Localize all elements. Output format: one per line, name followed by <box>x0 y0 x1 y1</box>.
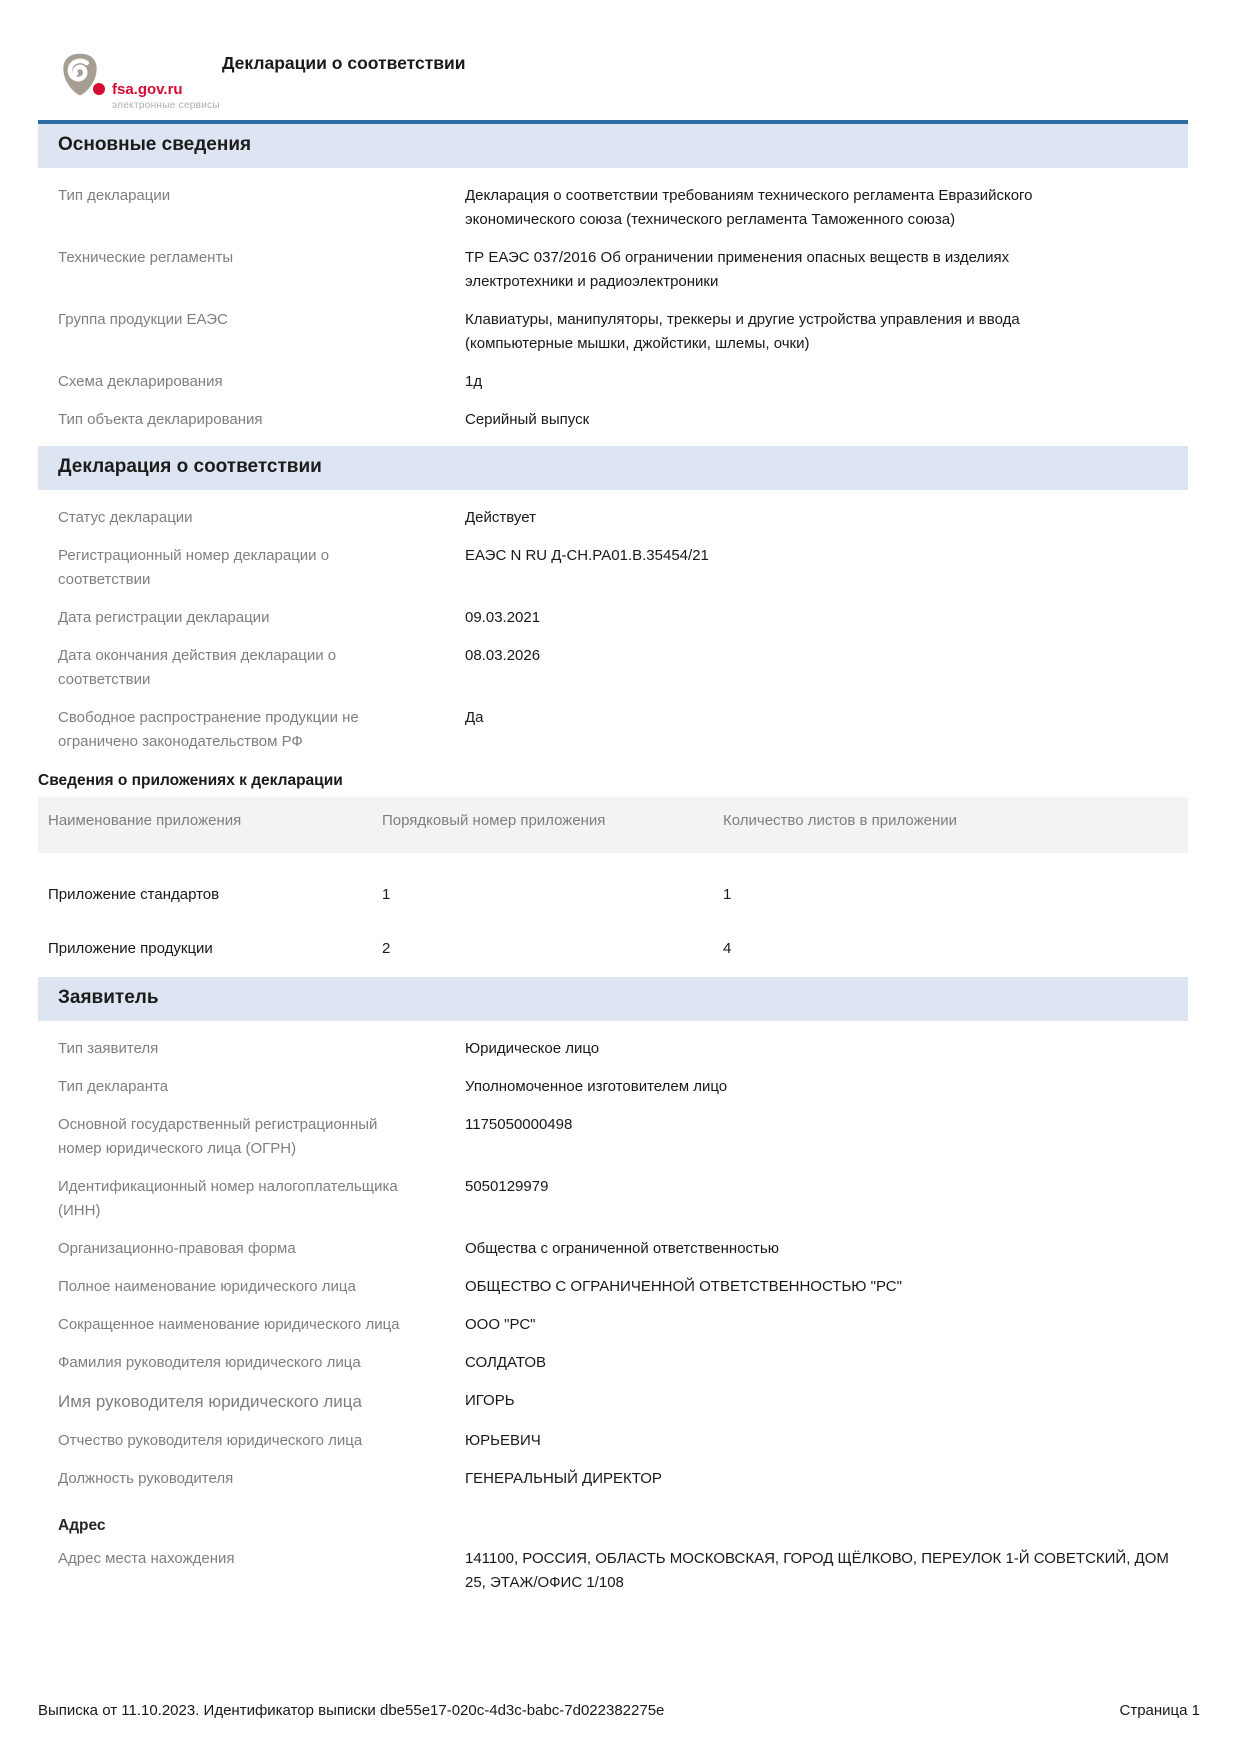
field-value: 09.03.2021 <box>465 609 541 626</box>
field-label: Регистрационный номер декларации о соответствии <box>58 547 330 588</box>
row-head-position <box>58 1467 1188 1491</box>
section-declaration-header: Декларация о соответствии <box>38 446 1188 490</box>
field-label: Организационно-правовая форма <box>58 1240 296 1257</box>
table-row <box>38 853 1188 907</box>
field-value: Да <box>465 709 484 726</box>
field-value: Серийный выпуск <box>465 411 590 428</box>
field-label: Должность руководителя <box>58 1470 234 1487</box>
field-label: Сокращенное наименование юридического лица <box>58 1316 400 1333</box>
row-free-distribution <box>58 706 1188 754</box>
section-declaration-rows <box>38 490 1188 754</box>
field-label: Идентификационный номер налогоплательщика (ИНН) <box>58 1178 398 1219</box>
cell-number: 1 <box>382 886 391 903</box>
field-value: ОБЩЕСТВО С ОГРАНИЧЕННОЙ ОТВЕТСТВЕННОСТЬЮ "РС" <box>465 1278 902 1295</box>
field-value: ГЕНЕРАЛЬНЫЙ ДИРЕКТОР <box>465 1470 662 1487</box>
field-label: Фамилия руководителя юридического лица <box>58 1354 361 1371</box>
row-object-type <box>58 408 1188 432</box>
field-label: Группа продукции ЕАЭС <box>58 311 228 328</box>
column-header-number: Порядковый номер приложения <box>382 812 606 829</box>
address-heading: Адрес <box>58 1517 106 1534</box>
field-label: Основной государственный регистрационный номер юридического лица (ОГРН) <box>58 1116 378 1157</box>
footer-extract-info: Выписка от 11.10.2023. Идентификатор выписки dbe55e17-020c-4d3c-babc-7d022382275e <box>38 1702 665 1719</box>
field-value: ЕАЭС N RU Д-CH.РА01.В.35454/21 <box>465 547 709 564</box>
field-label: Свободное распространение продукции не ограничено законодательством РФ <box>58 709 359 750</box>
column-header-sheets: Количество листов в приложении <box>723 812 958 829</box>
column-header-name: Наименование приложения <box>48 812 242 829</box>
page-header <box>0 0 1240 120</box>
row-product-group <box>58 308 1188 356</box>
row-declaration-type <box>58 184 1188 232</box>
page-footer <box>38 1702 1200 1719</box>
field-label: Дата окончания действия декларации о соответствии <box>58 647 337 688</box>
logo-tagline: электронные сервисы <box>112 100 220 111</box>
field-label: Адрес места нахождения <box>58 1550 235 1567</box>
field-label: Схема декларирования <box>58 373 223 390</box>
field-label: Технические регламенты <box>58 249 234 266</box>
field-value: Общества с ограниченной ответственностью <box>465 1240 779 1257</box>
field-value: ИГОРЬ <box>465 1392 515 1409</box>
page-title: Декларации о соответствии <box>222 53 466 73</box>
row-registration-date <box>58 606 1188 630</box>
row-head-patronymic <box>58 1429 1188 1453</box>
section-basic-header: Основные сведения <box>38 120 1188 168</box>
section-applicant-header: Заявитель <box>38 977 1188 1021</box>
cell-name: Приложение стандартов <box>48 886 220 903</box>
row-declaration-scheme <box>58 370 1188 394</box>
section-basic-rows <box>38 168 1188 432</box>
field-label: Тип декларанта <box>58 1078 169 1095</box>
address-rows <box>38 1535 1188 1595</box>
field-value: Уполномоченное изготовителем лицо <box>465 1078 728 1095</box>
field-label: Дата регистрации декларации <box>58 609 270 626</box>
row-expiry-date <box>58 644 1188 692</box>
attachments-heading: Сведения о приложениях к декларации <box>38 772 343 789</box>
field-label: Статус декларации <box>58 509 193 526</box>
row-address <box>58 1547 1188 1595</box>
cell-name: Приложение продукции <box>48 940 213 957</box>
row-registration-number <box>58 544 1188 592</box>
row-ogrn <box>58 1113 1188 1161</box>
section-applicant-rows <box>38 1021 1188 1491</box>
field-value: СОЛДАТОВ <box>465 1354 546 1371</box>
field-value: 141100, РОССИЯ, ОБЛАСТЬ МОСКОВСКАЯ, ГОРОД ЩЁЛКОВО, ПЕРЕУЛОК 1-Й СОВЕТСКИЙ, ДОМ 25, ЭТАЖ/ОФИС 1/108 <box>465 1550 1169 1591</box>
field-label: Полное наименование юридического лица <box>58 1278 356 1295</box>
table-row <box>38 907 1188 961</box>
row-applicant-type <box>58 1037 1188 1061</box>
row-short-name <box>58 1313 1188 1337</box>
field-value: 1175050000498 <box>465 1116 573 1133</box>
logo-brand-text: fsa.gov.ru <box>112 81 183 98</box>
cell-sheets: 4 <box>723 940 732 957</box>
field-value: Декларация о соответствии требованиям технического регламента Евразийского экономического союза (технического регламента Таможенного союза) <box>465 187 1033 228</box>
content-column <box>38 120 1188 1595</box>
attachments-table <box>38 797 1188 961</box>
row-full-name <box>58 1275 1188 1299</box>
row-legal-form <box>58 1237 1188 1261</box>
field-value: Клавиатуры, манипуляторы, треккеры и другие устройства управления и ввода (компьютерные мышки, джойстики, шлемы, очки) <box>465 311 1020 352</box>
field-value: ТР ЕАЭС 037/2016 Об ограничении применения опасных веществ в изделиях электротехники и радиоэлектроники <box>465 249 1010 290</box>
row-head-surname <box>58 1351 1188 1375</box>
cell-sheets: 1 <box>723 886 732 903</box>
field-value: 08.03.2026 <box>465 647 541 664</box>
field-value: Действует <box>465 509 536 526</box>
attachments-table-header <box>38 797 1188 853</box>
row-declarant-type <box>58 1075 1188 1099</box>
logo-red-dot-icon <box>93 83 105 95</box>
field-value: ООО "РС" <box>465 1316 536 1333</box>
field-value: 1д <box>465 373 483 390</box>
field-value: 5050129979 <box>465 1178 549 1195</box>
field-value: ЮРЬЕВИЧ <box>465 1432 541 1449</box>
row-inn <box>58 1175 1188 1223</box>
footer-page-number: Страница 1 <box>1119 1702 1200 1719</box>
row-head-name <box>58 1389 1188 1415</box>
field-label: Отчество руководителя юридического лица <box>58 1432 363 1449</box>
field-label: Имя руководителя юридического лица <box>58 1392 362 1411</box>
cell-number: 2 <box>382 940 391 957</box>
field-value: Юридическое лицо <box>465 1040 600 1057</box>
field-label: Тип декларации <box>58 187 171 204</box>
field-label: Тип объекта декларирования <box>58 411 263 428</box>
field-label: Тип заявителя <box>58 1040 159 1057</box>
row-technical-regulations <box>58 246 1188 294</box>
row-status <box>58 506 1188 530</box>
